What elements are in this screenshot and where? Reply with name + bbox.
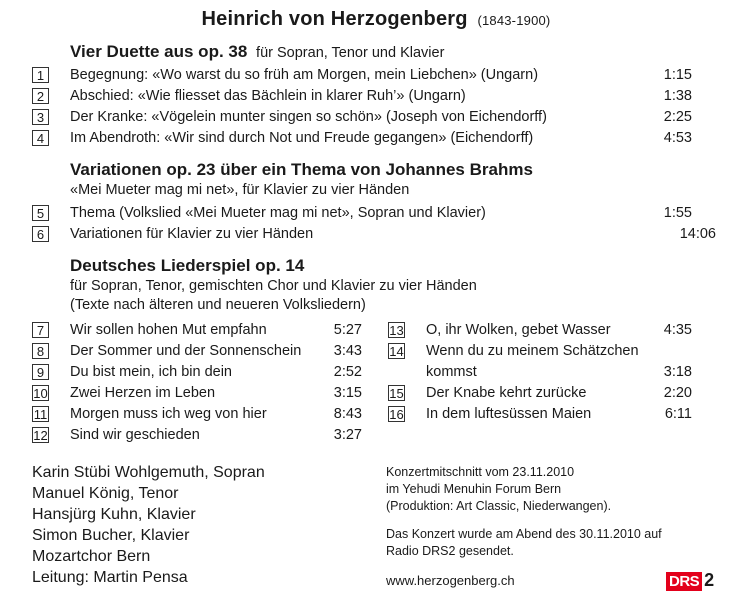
track-title-continued: kommst <box>426 364 477 380</box>
section-heading-op23: Variationen op. 23 über ein Thema von Johannes Brahms <box>70 160 533 179</box>
track-row <box>388 341 692 362</box>
composer-name: Heinrich von Herzogenberg <box>201 8 468 30</box>
section-title: Vier Duette aus op. 38 <box>70 42 248 61</box>
track-title: Zwei Herzen im Leben <box>70 385 216 401</box>
track-duration: 1:55 <box>663 205 692 221</box>
track-duration: 3:27 <box>333 427 362 443</box>
track-number: 7 <box>32 322 49 338</box>
broadcast-info-line: Das Konzert wurde am Abend des 30.11.2010 auf <box>386 527 662 541</box>
track-title: Du bist mein, ich bin dein <box>70 364 232 380</box>
track-title: Im Abendroth: «Wir sind durch Not und Freude gegangen» (Eichendorff) <box>70 130 534 146</box>
section-heading-op38 <box>70 42 444 62</box>
track-number: 15 <box>389 386 404 401</box>
recording-info-line: im Yehudi Menuhin Forum Bern <box>386 482 562 496</box>
section-subtitle: für Sopran, Tenor und Klavier <box>256 45 445 61</box>
track-row <box>32 65 692 86</box>
track-duration: 3:15 <box>333 385 362 401</box>
track-title: Der Sommer und der Sonnenschein <box>70 343 302 359</box>
website-url: www.herzogenberg.ch <box>386 573 515 588</box>
performer: Hansjürg Kuhn, Klavier <box>32 506 196 523</box>
track-duration: 1:38 <box>663 88 692 104</box>
track-title: Morgen muss ich weg von hier <box>70 406 267 422</box>
track-title: Abschied: «Wie fliesset das Bächlein in klarer Ruh’» (Ungarn) <box>70 88 466 104</box>
track-row <box>32 425 362 446</box>
track-row <box>32 383 362 404</box>
track-number: 13 <box>389 323 404 338</box>
track-row <box>32 224 716 245</box>
track-row <box>32 86 692 107</box>
track-duration: 2:52 <box>333 364 362 380</box>
performer: Manuel König, Tenor <box>32 485 179 502</box>
track-duration: 8:43 <box>333 406 362 422</box>
track-number: 6 <box>32 226 49 242</box>
track-number: 12 <box>33 428 48 443</box>
track-number: 16 <box>389 407 404 422</box>
track-row <box>32 107 692 128</box>
track-title: Thema (Volkslied «Mei Mueter mag mi net», Sopran und Klavier) <box>70 205 486 221</box>
track-title: In dem luftesüssen Maien <box>426 406 592 422</box>
track-duration: 2:25 <box>663 109 692 125</box>
section-note: (Texte nach älteren und neueren Volksliedern) <box>70 297 366 313</box>
track-number: 8 <box>32 343 49 359</box>
track-row <box>388 320 692 341</box>
track-title: Begegnung: «Wo warst du so früh am Morgen, mein Liebchen» (Ungarn) <box>70 67 539 83</box>
track-row <box>32 320 362 341</box>
recording-info-line: (Produktion: Art Classic, Niederwangen). <box>386 499 612 513</box>
track-duration: 14:06 <box>679 226 716 242</box>
performer: Mozartchor Bern <box>32 548 151 565</box>
recording-info-line: Konzertmitschnitt vom 23.11.2010 <box>386 465 575 479</box>
track-number: 3 <box>32 109 49 125</box>
track-title: Der Knabe kehrt zurücke <box>426 385 587 401</box>
composer-years: (1843-1900) <box>477 13 551 28</box>
track-row <box>32 128 692 149</box>
track-row <box>32 203 692 224</box>
drs-logo-number: 2 <box>704 570 715 590</box>
track-duration: 6:11 <box>664 406 692 422</box>
track-row-continued <box>388 362 692 383</box>
track-number: 2 <box>32 88 49 104</box>
track-duration: 5:27 <box>333 322 362 338</box>
track-row <box>32 404 362 425</box>
track-row <box>32 341 362 362</box>
section-note: «Mei Mueter mag mi net», für Klavier zu vier Händen <box>70 182 410 198</box>
section-heading-op14: Deutsches Liederspiel op. 14 <box>70 256 305 275</box>
track-row <box>32 362 362 383</box>
track-title: Wenn du zu meinem Schätzchen <box>426 343 639 359</box>
track-number: 11 <box>33 407 48 422</box>
track-duration: 2:20 <box>663 385 692 401</box>
track-title: Variationen für Klavier zu vier Händen <box>70 226 314 242</box>
track-duration: 3:43 <box>333 343 362 359</box>
track-row <box>388 383 692 404</box>
drs-logo-text: DRS <box>666 572 702 591</box>
track-duration: 4:53 <box>663 130 692 146</box>
track-number: 10 <box>33 386 48 401</box>
track-number: 1 <box>32 67 49 83</box>
performer: Leitung: Martin Pensa <box>32 569 188 586</box>
track-title: Wir sollen hohen Mut empfahn <box>70 322 267 338</box>
track-number: 9 <box>32 364 49 380</box>
track-duration: 4:35 <box>663 322 692 338</box>
track-title: Sind wir geschieden <box>70 427 200 443</box>
track-number: 4 <box>32 130 49 146</box>
track-duration: 1:15 <box>663 67 692 83</box>
section-note: für Sopran, Tenor, gemischten Chor und Klavier zu vier Händen <box>70 278 477 294</box>
track-number: 14 <box>389 344 404 359</box>
page-title <box>0 8 752 31</box>
track-title: Der Kranke: «Vögelein munter singen so schön» (Joseph von Eichendorff) <box>70 109 547 125</box>
performer: Karin Stübi Wohlgemuth, Sopran <box>32 464 265 481</box>
drs2-logo <box>666 570 714 591</box>
track-duration: 3:18 <box>663 364 692 380</box>
track-title: O, ihr Wolken, gebet Wasser <box>426 322 611 338</box>
broadcast-info-line: Radio DRS2 gesendet. <box>386 544 514 558</box>
track-row <box>388 404 692 425</box>
track-number: 5 <box>32 205 49 221</box>
performer: Simon Bucher, Klavier <box>32 527 190 544</box>
